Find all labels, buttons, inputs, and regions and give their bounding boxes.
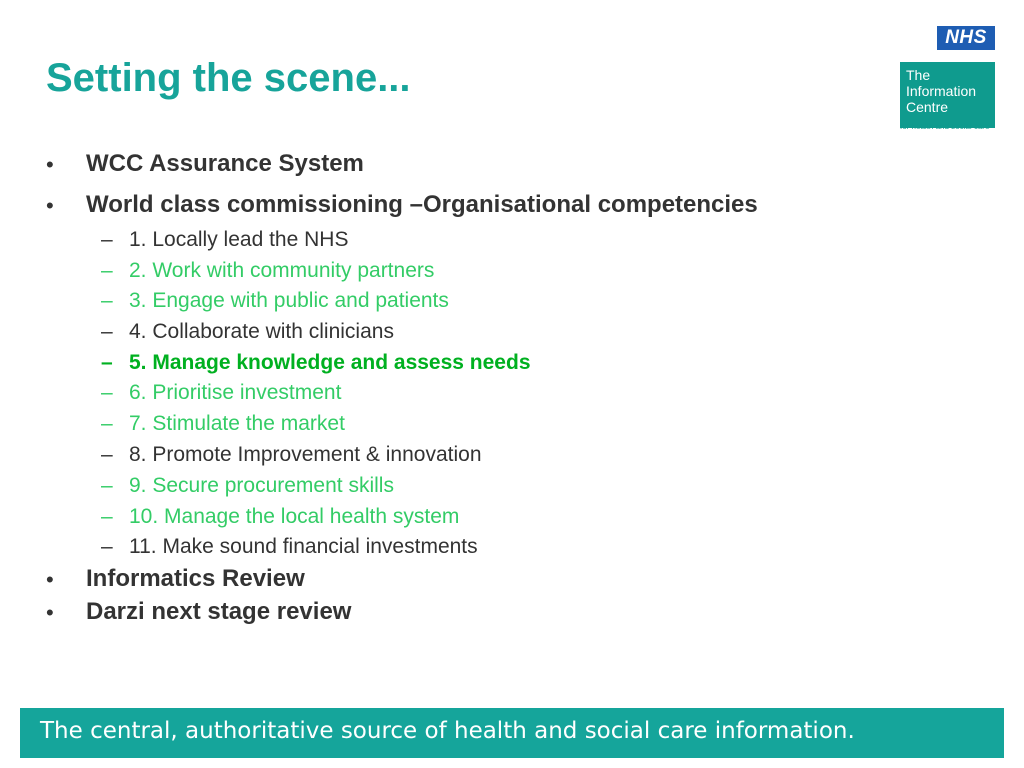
footer-tagline: The central, authoritative source of health and social care information. [40, 718, 855, 744]
logo-tagline: for health and social care [900, 122, 990, 131]
sub-text: 4. Collaborate with clinicians [129, 320, 394, 343]
sub-text: 6. Prioritise investment [129, 381, 342, 404]
sub-text: 1. Locally lead the NHS [129, 228, 349, 251]
bullet-text: WCC Assurance System [86, 150, 364, 177]
sub-text: 2. Work with community partners [129, 259, 435, 282]
sub-marker: – [101, 381, 113, 404]
bullet-marker: • [46, 152, 54, 177]
sub-marker: – [101, 505, 113, 528]
sub-marker: – [101, 259, 113, 282]
bullet-text: World class commissioning –Organisational competencies [86, 191, 758, 218]
sub-marker: – [101, 535, 113, 558]
sub-text: 5. Manage knowledge and assess needs [129, 351, 531, 374]
sub-text: 7. Stimulate the market [129, 412, 345, 435]
logo-line-2: Information [906, 83, 977, 99]
sub-marker: – [101, 228, 113, 251]
bullet-text: Informatics Review [86, 565, 305, 592]
sub-text: 8. Promote Improvement & innovation [129, 443, 482, 466]
logo-line-3: Centre [906, 99, 949, 115]
sub-marker: – [101, 412, 113, 435]
information-centre-logo [900, 62, 995, 128]
sub-text: 11. Make sound financial investments [129, 535, 478, 558]
sub-marker: – [101, 351, 113, 374]
bullet-marker: • [46, 600, 54, 625]
logo-line-1: The [906, 67, 931, 83]
bullet-marker: • [46, 193, 54, 218]
bullet-marker: • [46, 567, 54, 592]
sub-text: 3. Engage with public and patients [129, 289, 449, 312]
sub-marker: – [101, 443, 113, 466]
sub-marker: – [101, 320, 113, 343]
sub-marker: – [101, 289, 113, 312]
slide-title: Setting the scene... [46, 56, 411, 100]
bullet-text: Darzi next stage review [86, 598, 352, 625]
footer-banner [20, 708, 1004, 758]
sub-marker: – [101, 474, 113, 497]
sub-text: 9. Secure procurement skills [129, 474, 394, 497]
sub-text: 10. Manage the local health system [129, 505, 460, 528]
nhs-logo: NHS [937, 26, 995, 50]
